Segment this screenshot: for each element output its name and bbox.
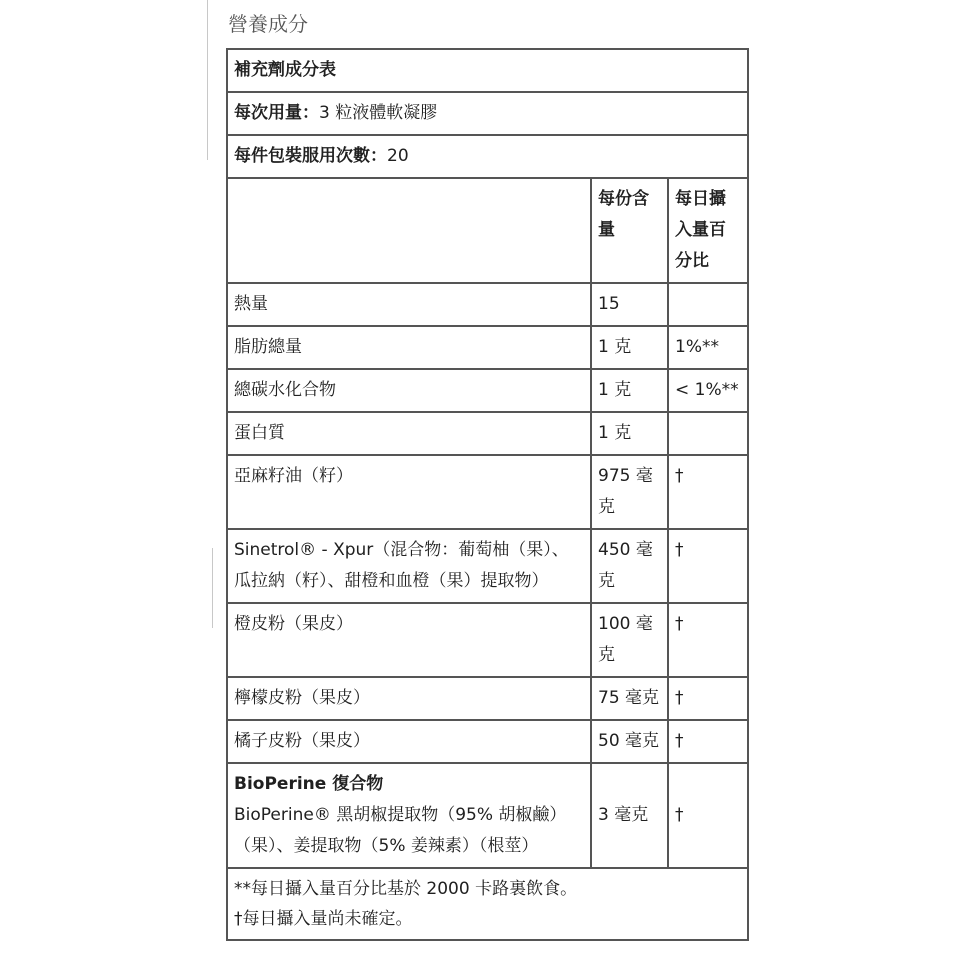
nutrient-daily-value: † [668, 455, 748, 529]
table-row [227, 412, 748, 455]
bioperine-amount: 3 毫克 [591, 763, 668, 868]
nutrient-amount: 975 毫克 [591, 455, 668, 529]
supplement-facts-table [226, 48, 749, 941]
servings-cell [227, 135, 748, 178]
nutrient-amount: 15 [591, 283, 668, 326]
table-title: 補充劑成分表 [234, 60, 336, 80]
table-header-row [227, 178, 748, 283]
nutrient-name: 總碳水化合物 [227, 369, 591, 412]
nutrient-name: 亞麻籽油（籽） [227, 455, 591, 529]
table-row [227, 283, 748, 326]
serving-size-value: 3 粒液體軟凝膠 [319, 103, 438, 123]
footnote-not-established: †每日攝入量尚未確定。 [234, 909, 413, 929]
nutrient-daily-value: † [668, 529, 748, 603]
nutrient-amount: 1 克 [591, 412, 668, 455]
table-row [227, 326, 748, 369]
page-divider [207, 0, 208, 160]
nutrient-name: Sinetrol® - Xpur（混合物：葡萄柚（果）、瓜拉納（籽）、甜橙和血橙（果）提取物） [227, 529, 591, 603]
nutrient-amount: 1 克 [591, 326, 668, 369]
header-daily-value: 每日攝入量百分比 [668, 178, 748, 283]
page-divider [212, 548, 213, 628]
table-title-cell [227, 49, 748, 92]
nutrient-name: 脂肪總量 [227, 326, 591, 369]
servings-value: 20 [387, 146, 409, 166]
header-empty-cell [227, 178, 591, 283]
nutrient-daily-value: < 1%** [668, 369, 748, 412]
bioperine-dv: † [668, 763, 748, 868]
table-row [227, 369, 748, 412]
nutrient-name: 蛋白質 [227, 412, 591, 455]
section-title: 營養成分 [228, 12, 308, 36]
nutrient-daily-value [668, 412, 748, 455]
nutrient-daily-value: † [668, 603, 748, 677]
footnotes-cell [227, 868, 748, 940]
nutrient-amount: 100 毫克 [591, 603, 668, 677]
nutrient-daily-value: † [668, 720, 748, 763]
nutrient-name: 檸檬皮粉（果皮） [227, 677, 591, 720]
nutrient-amount: 1 克 [591, 369, 668, 412]
serving-size-cell [227, 92, 748, 135]
nutrient-amount: 450 毫克 [591, 529, 668, 603]
bioperine-name-cell [227, 763, 591, 868]
header-amount: 每份含量 [591, 178, 668, 283]
bioperine-desc: BioPerine® 黑胡椒提取物（95% 胡椒鹼）（果）、姜提取物（5% 姜辣素）（根莖） [234, 805, 567, 856]
table-row [227, 720, 748, 763]
serving-size-label: 每次用量： [234, 103, 319, 123]
bioperine-title: BioPerine 復合物 [234, 774, 384, 794]
nutrient-name: 橙皮粉（果皮） [227, 603, 591, 677]
table-row [227, 455, 748, 529]
table-row [227, 529, 748, 603]
table-row [227, 677, 748, 720]
table-row-bioperine [227, 763, 748, 868]
servings-label: 每件包裝服用次數： [234, 146, 387, 166]
footnote-daily-value: **每日攝入量百分比基於 2000 卡路裏飲食。 [234, 879, 578, 899]
nutrient-daily-value: 1%** [668, 326, 748, 369]
nutrient-amount: 50 毫克 [591, 720, 668, 763]
nutrient-daily-value: † [668, 677, 748, 720]
table-row [227, 603, 748, 677]
nutrient-name: 橘子皮粉（果皮） [227, 720, 591, 763]
nutrient-daily-value [668, 283, 748, 326]
nutrient-name: 熱量 [227, 283, 591, 326]
nutrient-amount: 75 毫克 [591, 677, 668, 720]
